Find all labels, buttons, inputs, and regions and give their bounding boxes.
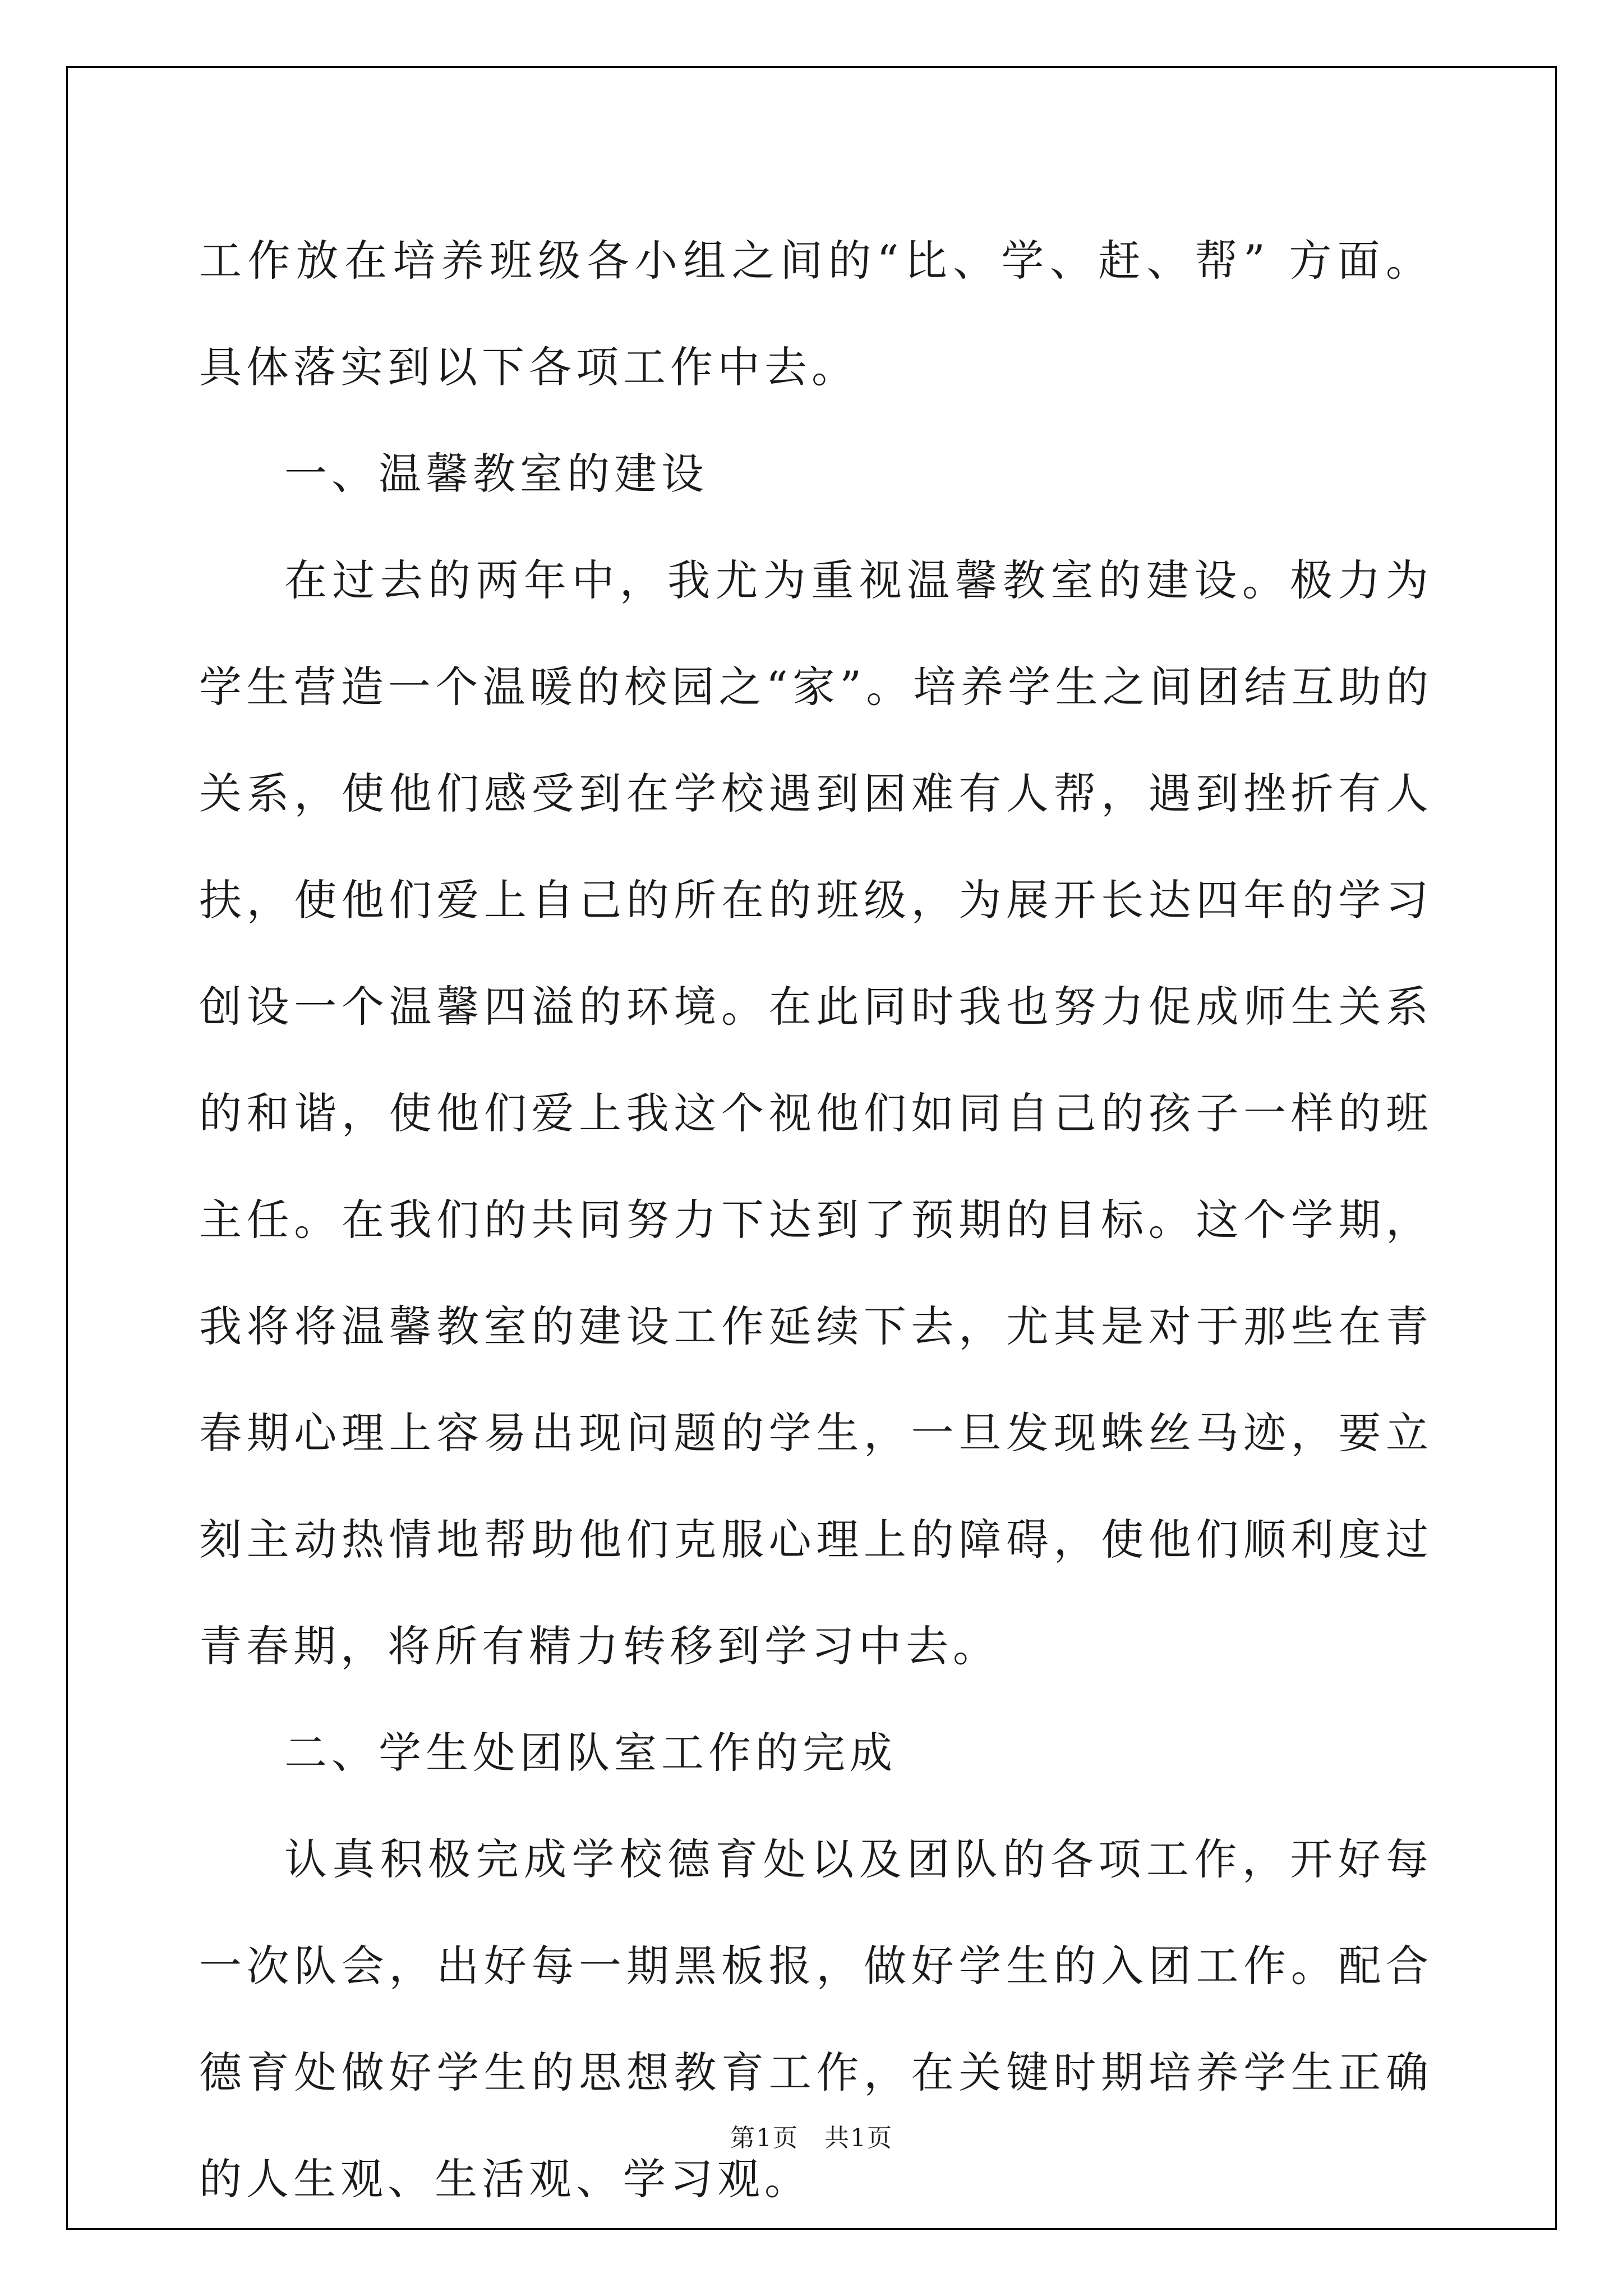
section-heading-student-office: 二、学生处团队室工作的完成 bbox=[284, 1728, 897, 1778]
page-number-footer: 第1页 共1页 bbox=[730, 2124, 893, 2152]
section-heading-warm-classroom: 一、温馨教室的建设 bbox=[284, 449, 708, 499]
paragraph-student-office: 认真积极完成学校德育处以及团队的各项工作，开好每一次队会，出好每一期黑板报，做好学生的入团工作。配合德育处做好学生的思想教育工作，在关键时期培养学生正确的人生观、生活观、学习观。 bbox=[199, 1834, 1433, 2204]
paragraph-continuation: 工作放在培养班级各小组之间的“比、学、赶、帮” 方面。具体落实到以下各项工作中去。 bbox=[199, 236, 1433, 392]
paragraph-warm-classroom: 在过去的两年中，我尤为重视温馨教室的建设。极力为学生营造一个温暖的校园之“家”。培养学生之间团结互助的关系，使他们感受到在学校遇到困难有人帮，遇到挫折有人扶，使他们爱上自己的所在的班级，为展开长达四年的学习创设一个温馨四溢的环境。在此同时我也努力促成师生关系的和谐，使他们爱上我这个视他们如同自己的孩子一样的班主任。在我们的共同努力下达到了预期的目标。这个学期，我将将温馨教室的建设工作延续下去，尤其是对于那些在青春期心理上容易出现问题的学生，一旦发现蛛丝马迹，要立刻主动热情地帮助他们克服心理上的障碍，使他们顺利度过青春期，将所有精力转移到学习中去。 bbox=[199, 555, 1433, 1671]
document-body bbox=[199, 208, 1433, 2233]
